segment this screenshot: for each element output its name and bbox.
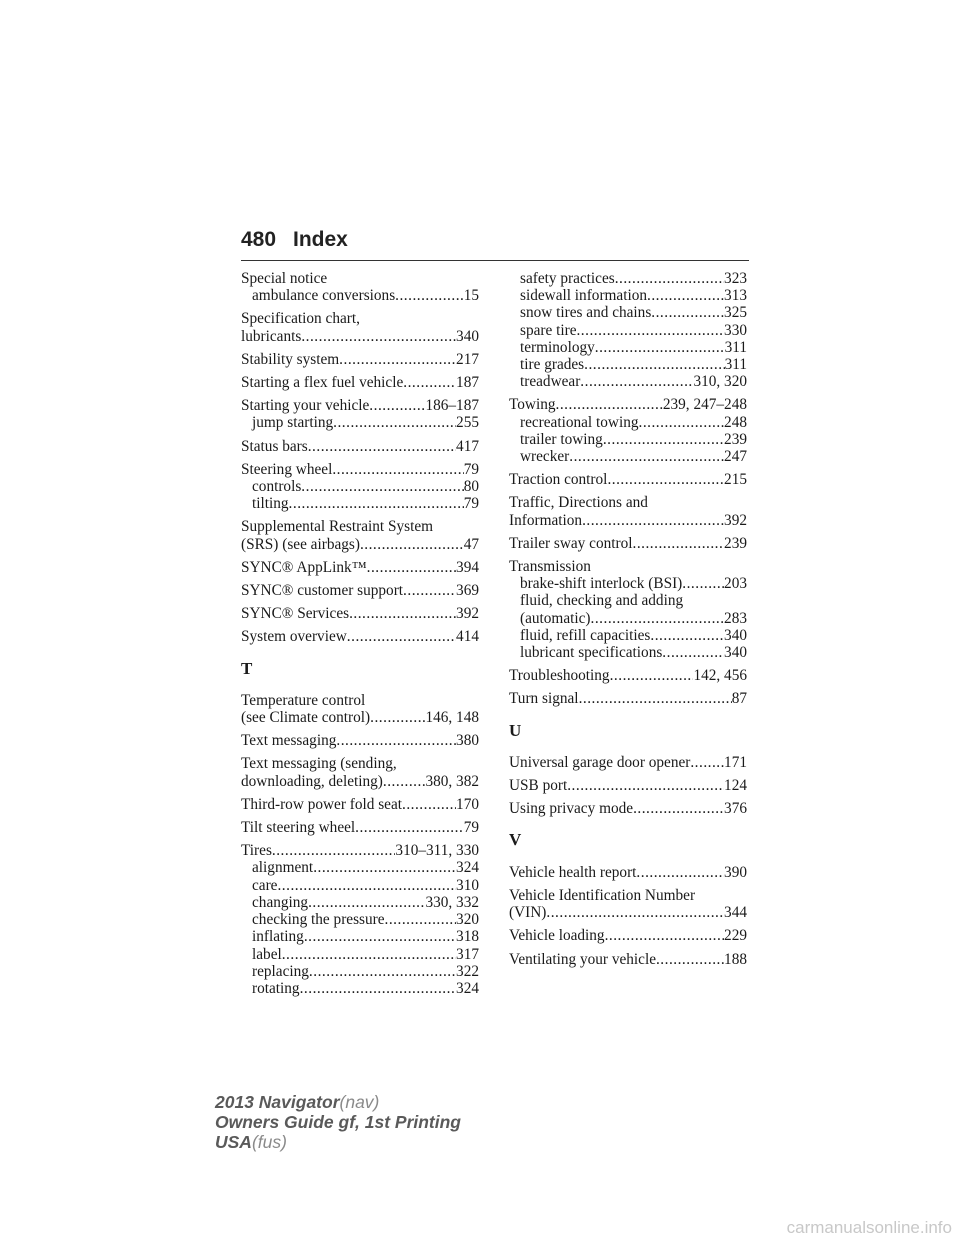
index-entry-line	[509, 471, 747, 488]
index-subentry-line	[509, 592, 747, 609]
index-entry-line	[509, 396, 747, 413]
dot-leader	[582, 512, 724, 529]
dot-leader	[647, 287, 724, 304]
index-column-right	[509, 270, 747, 974]
dot-leader	[682, 575, 724, 592]
index-subentry-line	[509, 373, 747, 390]
footer-model: 2013 Navigator	[215, 1092, 340, 1112]
index-subentry-line	[509, 287, 747, 304]
dot-leader	[607, 471, 724, 488]
header-divider	[241, 260, 749, 261]
page-reference: 248	[724, 413, 747, 431]
index-entry-line	[509, 754, 747, 771]
index-entry	[241, 842, 479, 997]
dot-leader	[633, 535, 725, 552]
page-reference: 324	[456, 979, 479, 997]
index-subentry-line	[241, 928, 479, 945]
index-term: Traffic, Directions and	[509, 494, 648, 512]
page-reference: 146, 148	[425, 709, 479, 727]
index-term: lubricant specifications	[520, 644, 663, 662]
dot-leader	[546, 904, 724, 921]
index-entry-line	[509, 535, 747, 552]
dot-leader	[395, 287, 464, 304]
dot-leader	[567, 777, 724, 794]
page-reference: 239	[724, 534, 747, 552]
dot-leader	[383, 773, 426, 790]
index-term: brake-shift interlock (BSI)	[520, 575, 683, 593]
index-term: treadwear	[520, 373, 581, 391]
index-entry-line	[509, 512, 747, 529]
index-term: alignment	[252, 859, 314, 877]
index-entry-line	[241, 842, 479, 859]
index-entry-line	[241, 438, 479, 455]
index-entry	[509, 887, 747, 921]
index-term: spare tire	[520, 321, 577, 339]
index-letter-heading: V	[509, 830, 522, 850]
index-entry-line	[241, 536, 479, 553]
page-reference: 203	[724, 575, 747, 593]
page-reference: 80	[463, 478, 479, 496]
page-reference: 311	[724, 356, 747, 374]
index-entry-line	[509, 494, 747, 511]
index-term: Vehicle loading	[509, 927, 605, 945]
index-subentry-line	[241, 894, 479, 911]
dot-leader	[301, 328, 456, 345]
index-entry	[241, 270, 479, 304]
index-term: Tires	[241, 842, 272, 860]
dot-leader	[309, 963, 456, 980]
page-reference: 15	[463, 287, 479, 305]
index-term: SYNC® customer support	[241, 582, 404, 600]
dot-leader	[576, 322, 724, 339]
index-entry-line	[509, 864, 747, 881]
index-entry-line	[509, 777, 747, 794]
index-term: trailer towing	[520, 430, 603, 448]
page-title: Index	[293, 228, 348, 251]
index-entry	[241, 397, 479, 431]
page-reference: 369	[456, 582, 479, 600]
index-entry	[241, 796, 479, 813]
index-term: rotating	[252, 979, 300, 997]
index-entry-line	[241, 628, 479, 645]
page-reference: 394	[456, 558, 479, 576]
index-term: Stability system	[241, 350, 340, 368]
index-term: Supplemental Restraint System	[241, 518, 434, 536]
dot-leader	[690, 754, 724, 771]
index-term: Towing	[509, 396, 556, 414]
index-term: controls	[252, 478, 302, 496]
index-entry-line	[241, 582, 479, 599]
page-reference: 340	[724, 626, 747, 644]
index-entry	[241, 755, 479, 789]
dot-leader	[367, 559, 456, 576]
index-entry-line	[241, 328, 479, 345]
index-subentry-line	[241, 478, 479, 495]
index-entry-line	[241, 819, 479, 836]
index-entry-line	[241, 709, 479, 726]
index-term: Special notice	[241, 270, 328, 287]
page-reference: 171	[724, 753, 747, 771]
footer-market: USA	[215, 1132, 252, 1152]
index-term: Trailer sway control	[509, 534, 633, 552]
index-term: downloading, deleting)	[241, 772, 383, 790]
index-entry-line	[241, 518, 479, 535]
index-term: sidewall information	[520, 287, 648, 305]
index-entry-line	[241, 374, 479, 391]
dot-leader	[595, 339, 725, 356]
dot-leader	[347, 628, 456, 645]
index-term: Transmission	[509, 558, 591, 576]
index-subentry-line	[241, 877, 479, 894]
index-term: (VIN)	[509, 904, 547, 922]
dot-leader	[615, 270, 724, 287]
index-term: snow tires and chains	[520, 304, 652, 322]
page-reference: 239	[724, 430, 747, 448]
page-reference: 380, 382	[425, 772, 479, 790]
index-subentry-line	[509, 627, 747, 644]
page-reference: 323	[724, 270, 747, 287]
page-reference: 322	[456, 962, 479, 980]
dot-leader	[651, 304, 724, 321]
index-entry-line	[241, 773, 479, 790]
index-term: replacing	[252, 962, 309, 980]
index-term: changing	[252, 893, 309, 911]
page-reference: 330	[724, 321, 747, 339]
index-subentry-line	[241, 495, 479, 512]
index-entry-line	[241, 692, 479, 709]
page-reference: 142, 456	[693, 667, 747, 685]
dot-leader	[304, 928, 456, 945]
index-entry	[241, 438, 479, 455]
dot-leader	[308, 438, 456, 455]
index-entry	[509, 800, 747, 817]
index-term: tilting	[252, 495, 289, 513]
index-subentry-line	[509, 356, 747, 373]
page-reference: 317	[456, 945, 479, 963]
dot-leader	[656, 951, 724, 968]
index-entry-line	[509, 667, 747, 684]
page-reference: 247	[724, 448, 747, 466]
index-term: label	[252, 945, 282, 963]
index-entry-line	[241, 270, 479, 287]
index-subentry-line	[509, 431, 747, 448]
index-entry	[241, 310, 479, 344]
index-term: (see Climate control)	[241, 709, 371, 727]
dot-leader	[300, 980, 456, 997]
index-term: fluid, refill capacities	[520, 626, 651, 644]
index-entry-line	[509, 800, 747, 817]
index-term: fluid, checking and adding	[520, 592, 684, 610]
index-term: Starting your vehicle	[241, 397, 370, 415]
index-entry	[509, 494, 747, 528]
index-entry-line	[509, 927, 747, 944]
page-header	[241, 228, 749, 260]
dot-leader	[336, 732, 456, 749]
index-entry	[241, 518, 479, 552]
index-entry	[509, 777, 747, 794]
index-subentry-line	[509, 304, 747, 321]
index-subentry-line	[509, 414, 747, 431]
page-reference: 320	[456, 911, 479, 929]
index-term: Traction control	[509, 471, 608, 489]
page-reference: 239, 247–248	[662, 396, 747, 414]
page-reference: 310–311, 330	[395, 842, 479, 860]
index-subentry-line	[241, 287, 479, 304]
index-subentry-line	[509, 644, 747, 661]
index-term: System overview	[241, 628, 347, 646]
page-reference: 79	[463, 819, 479, 837]
page-reference: 310	[456, 876, 479, 894]
index-entry	[509, 558, 747, 661]
page-reference: 392	[724, 511, 747, 529]
index-subentry-line	[509, 610, 747, 627]
index-term: Vehicle health report	[509, 863, 637, 881]
page-reference: 255	[456, 414, 479, 432]
dot-leader	[332, 461, 463, 478]
page-reference: 229	[724, 927, 747, 945]
page-reference: 324	[456, 859, 479, 877]
index-entry	[241, 582, 479, 599]
index-subentry-line	[509, 339, 747, 356]
index-subentry-line	[241, 946, 479, 963]
dot-leader	[633, 800, 724, 817]
page-reference: 215	[724, 471, 747, 489]
dot-leader	[289, 495, 464, 512]
dot-leader	[349, 605, 456, 622]
index-entry	[241, 732, 479, 749]
footer-line-3	[215, 1132, 461, 1152]
page-reference: 344	[724, 904, 747, 922]
page-reference: 186–187	[425, 397, 479, 415]
index-subentry-line	[509, 322, 747, 339]
dot-leader	[370, 709, 425, 726]
index-entry-line	[241, 732, 479, 749]
dot-leader	[282, 946, 456, 963]
dot-leader	[403, 374, 456, 391]
index-term: Universal garage door opener	[509, 753, 691, 771]
dot-leader	[569, 448, 724, 465]
index-entry	[241, 605, 479, 622]
index-term: Temperature control	[241, 691, 366, 709]
page-reference: 313	[724, 287, 747, 305]
footer-model-code: (nav)	[339, 1092, 380, 1112]
page-reference: 188	[724, 950, 747, 968]
dot-leader	[301, 478, 463, 495]
page-reference: 390	[724, 863, 747, 881]
dot-leader	[610, 667, 694, 684]
index-entry	[509, 667, 747, 684]
dot-leader	[605, 927, 724, 944]
watermark-link[interactable]: carmanualsonline.info	[786, 1218, 952, 1237]
document-footer	[215, 1092, 461, 1152]
index-term: SYNC® Services	[241, 605, 350, 623]
index-term: tire grades	[520, 356, 585, 374]
index-term: SYNC® AppLink™	[241, 558, 367, 576]
index-entry	[241, 628, 479, 645]
dot-leader	[313, 859, 456, 876]
index-entry	[509, 535, 747, 552]
index-entry	[241, 351, 479, 368]
index-entry-line	[509, 558, 747, 575]
page-reference: 340	[724, 644, 747, 662]
index-entry-line	[241, 397, 479, 414]
index-entry	[509, 754, 747, 771]
index-term: Turn signal	[509, 690, 579, 708]
index-entry	[509, 471, 747, 488]
index-letter-heading: U	[509, 720, 522, 740]
index-entry	[241, 461, 479, 513]
index-term: lubricants	[241, 327, 302, 345]
index-term: jump starting	[252, 414, 334, 432]
index-term: Specification chart,	[241, 310, 360, 328]
dot-leader	[580, 373, 693, 390]
dot-leader	[591, 610, 725, 627]
dot-leader	[584, 356, 724, 373]
dot-leader	[402, 796, 456, 813]
page-reference: 79	[463, 460, 479, 478]
page-reference: 124	[724, 777, 747, 795]
index-subentry-line	[241, 414, 479, 431]
index-term: checking the pressure	[252, 911, 385, 929]
dot-leader	[579, 690, 732, 707]
dot-leader	[662, 644, 724, 661]
page-number: 480	[241, 228, 277, 251]
dot-leader	[650, 627, 724, 644]
dot-leader	[360, 536, 464, 553]
index-term: care	[252, 876, 278, 894]
index-letter-heading: T	[241, 658, 253, 678]
index-term: Information	[509, 511, 583, 529]
index-term: Status bars	[241, 437, 308, 455]
page-reference: 47	[463, 535, 479, 553]
index-entry-line	[241, 796, 479, 813]
index-entry	[241, 374, 479, 391]
page-reference: 414	[456, 628, 479, 646]
page-reference: 310, 320	[693, 373, 747, 391]
dot-leader	[369, 397, 425, 414]
footer-line-1	[215, 1092, 461, 1112]
page-reference: 380	[456, 732, 479, 750]
index-entry-line	[241, 755, 479, 772]
index-entry-line	[509, 690, 747, 707]
index-term: Text messaging (sending,	[241, 755, 397, 773]
index-entry	[509, 690, 747, 707]
page-reference: 187	[456, 374, 479, 392]
page-reference: 330, 332	[425, 893, 479, 911]
page-reference: 217	[456, 350, 479, 368]
index-subentry-line	[241, 980, 479, 997]
index-term: (automatic)	[520, 609, 591, 627]
index-entry-line	[241, 559, 479, 576]
index-term: safety practices	[520, 270, 615, 287]
dot-leader	[639, 414, 725, 431]
dot-leader	[308, 894, 425, 911]
index-term: wrecker	[520, 448, 570, 466]
page-reference: 79	[463, 495, 479, 513]
index-term: Vehicle Identification Number	[509, 886, 696, 904]
index-term: Using privacy mode	[509, 800, 634, 818]
dot-leader	[636, 864, 724, 881]
index-term: terminology	[520, 338, 595, 356]
index-subentry-line	[509, 575, 747, 592]
index-term: Text messaging	[241, 732, 337, 750]
index-entry	[509, 864, 747, 881]
index-entry-line	[509, 904, 747, 921]
index-term: (SRS) (see airbags)	[241, 535, 360, 553]
index-column-left	[241, 270, 479, 1003]
index-entry-line	[241, 310, 479, 327]
page-reference: 283	[724, 609, 747, 627]
index-subentry-line	[509, 270, 747, 287]
page-reference: 87	[731, 690, 747, 708]
index-entry-line	[509, 887, 747, 904]
index-term: Ventilating your vehicle	[509, 950, 656, 968]
page-reference: 376	[724, 800, 747, 818]
page-reference: 392	[456, 605, 479, 623]
dot-leader	[603, 431, 724, 448]
index-term: Starting a flex fuel vehicle	[241, 374, 404, 392]
dot-leader	[339, 351, 456, 368]
index-term: Third-row power fold seat	[241, 795, 402, 813]
index-term: recreational towing	[520, 413, 639, 431]
page-reference: 311	[724, 338, 747, 356]
index-term: inflating	[252, 928, 304, 946]
index-term: USB port	[509, 777, 568, 795]
index-term: Steering wheel	[241, 460, 333, 478]
page-reference: 340	[456, 327, 479, 345]
index-term: Troubleshooting	[509, 667, 610, 685]
index-subentry-line	[509, 448, 747, 465]
page-reference: 318	[456, 928, 479, 946]
index-term: ambulance conversions	[252, 287, 396, 305]
index-entry	[509, 927, 747, 944]
index-entry-line	[241, 461, 479, 478]
page-reference: 417	[456, 437, 479, 455]
index-entry-line	[509, 951, 747, 968]
page-reference: 170	[456, 795, 479, 813]
dot-leader	[556, 396, 663, 413]
index-entry	[509, 270, 747, 390]
dot-leader	[277, 877, 456, 894]
index-subentry-line	[241, 911, 479, 928]
index-subentry-line	[241, 963, 479, 980]
index-entry	[241, 692, 479, 726]
index-subentry-line	[241, 859, 479, 876]
footer-market-code: (fus)	[251, 1132, 287, 1152]
footer-line-2: Owners Guide gf, 1st Printing	[215, 1112, 461, 1132]
index-entry	[241, 819, 479, 836]
index-entry-line	[241, 605, 479, 622]
dot-leader	[333, 414, 456, 431]
dot-leader	[355, 819, 464, 836]
page-reference: 325	[724, 304, 747, 322]
dot-leader	[385, 911, 457, 928]
dot-leader	[272, 842, 396, 859]
index-term: Tilt steering wheel	[241, 819, 356, 837]
index-entry	[509, 396, 747, 465]
dot-leader	[403, 582, 456, 599]
index-entry-line	[241, 351, 479, 368]
index-entry	[509, 951, 747, 968]
index-entry	[241, 559, 479, 576]
